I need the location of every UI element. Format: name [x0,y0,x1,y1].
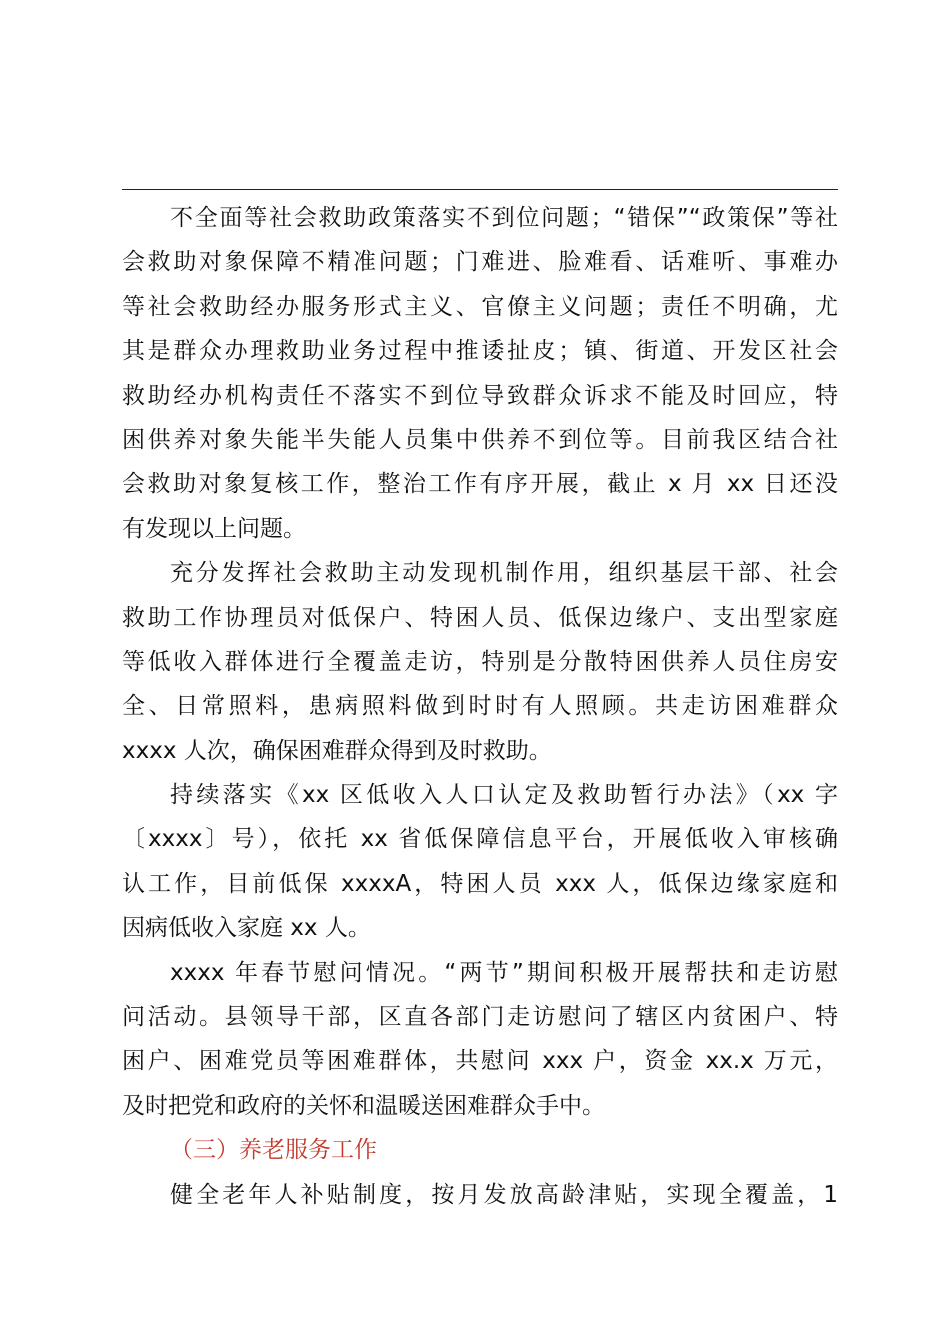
document-body [122,196,838,1217]
paragraph-line: 充分发挥社会救助主动发现机制作用，组织基层干部、社会 [170,560,838,587]
paragraph-line: 健全老年人补贴制度，按月发放高龄津贴，实现全覆盖，1 [170,1181,838,1208]
paragraph-line: 有发现以上问题。 [122,515,306,542]
paragraph-line: 全、日常照料，患病照料做到时时有人照顾。共走访困难群众 [122,693,838,720]
header-divider [122,189,838,190]
paragraph-line: 会救助对象保障不精准问题；门难进、脸难看、话难听、事难办 [122,249,838,276]
paragraph-line: 等社会救助经办服务形式主义、官僚主义问题；责任不明确，尤 [122,293,838,320]
paragraph-line: 困供养对象失能半失能人员集中供养不到位等。目前我区结合社 [122,426,838,453]
paragraph-line: 其是群众办理救助业务过程中推诿扯皮；镇、街道、开发区社会 [122,338,838,365]
paragraph-line: 及时把党和政府的关怀和温暖送困难群众手中。 [122,1092,605,1119]
paragraph-line: 认工作，目前低保 xxxxA，特困人员 xxx 人，低保边缘家庭和 [122,870,838,897]
section-heading: （三）养老服务工作 [170,1137,377,1164]
paragraph-line: 〔xxxx〕号），依托 xx 省低保障信息平台，开展低收入审核确 [122,826,838,853]
paragraph-line: 不全面等社会救助政策落实不到位问题；“错保”“政策保”等社 [170,205,838,231]
paragraph-line: 持续落实《xx 区低收入人口认定及救助暂行办法》（xx 字 [170,782,838,809]
paragraph-line: 救助工作协理员对低保户、特困人员、低保边缘户、支出型家庭 [122,604,838,631]
paragraph-line: xxxx 年春节慰问情况。“两节”期间积极开展帮扶和走访慰 [170,959,838,986]
paragraph-line: 因病低收入家庭 xx 人。 [122,915,371,942]
paragraph-line: 问活动。县领导干部，区直各部门走访慰问了辖区内贫困户、特 [122,1004,838,1031]
paragraph-line: xxxx 人次，确保困难群众得到及时救助。 [122,737,552,764]
paragraph-line: 困户、困难党员等困难群体，共慰问 xxx 户，资金 xx.x 万元， [122,1048,838,1075]
paragraph-line: 救助经办机构责任不落实不到位导致群众诉求不能及时回应，特 [122,382,838,409]
paragraph-line: 等低收入群体进行全覆盖走访，特别是分散特困供养人员住房安 [122,648,838,675]
paragraph-line: 会救助对象复核工作，整治工作有序开展，截止 x 月 xx 日还没 [122,471,838,498]
